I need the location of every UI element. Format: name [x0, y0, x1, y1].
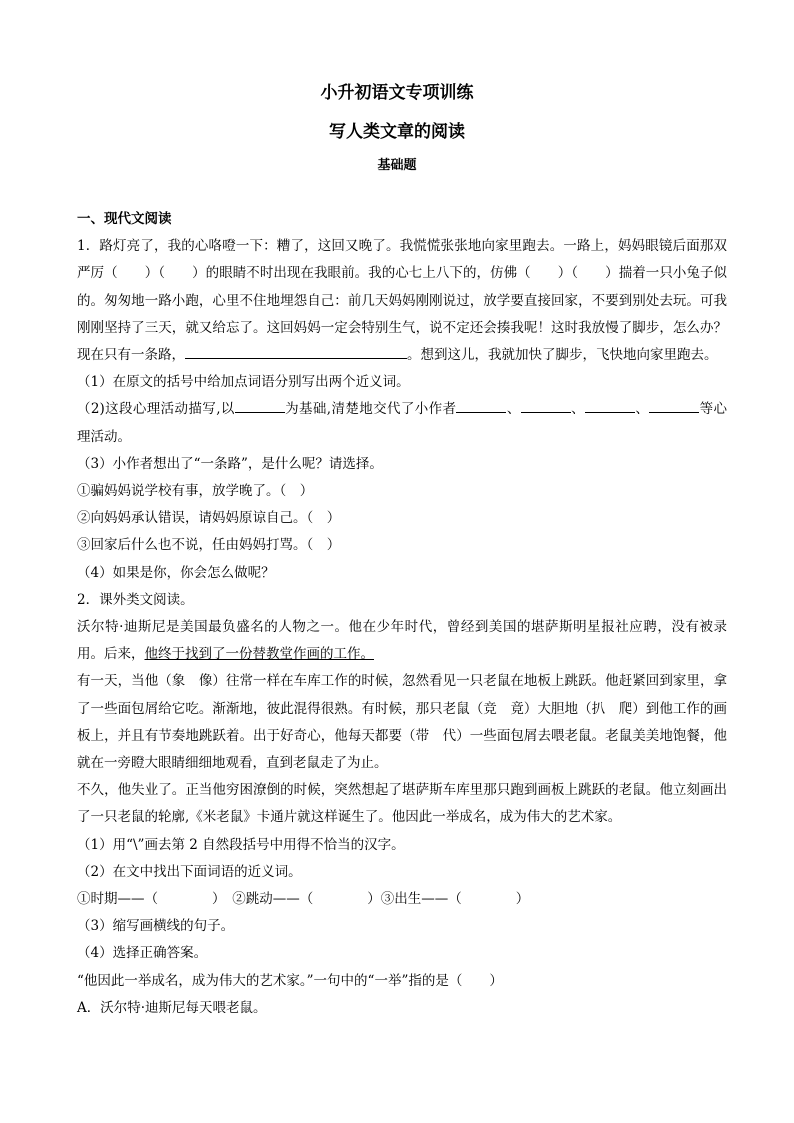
q2-sub4: （4）选择正确答案。: [77, 945, 208, 962]
q1-sub2-text2: 为基础,清楚地交代了小作者: [284, 401, 457, 418]
document-title: 小升初语文专项训练: [320, 83, 474, 103]
q1-option-2[interactable]: ②向妈妈承认错误，请妈妈原谅自己。（ ）: [77, 510, 341, 527]
q1-passage: [77, 233, 727, 369]
q2-sub2: （2）在文中找出下面词语的近义词。: [77, 863, 302, 880]
document-subtitle: 写人类文章的阅读: [329, 122, 465, 142]
q1-sub2: [77, 396, 727, 450]
separator: 、: [635, 401, 650, 418]
section-heading: 一、现代文阅读: [77, 211, 172, 227]
q1-sub2-blank-3[interactable]: [585, 397, 635, 413]
q1-sub2-blank-4[interactable]: [649, 397, 699, 413]
q2-quote: “他因此一举成名，成为伟大的艺术家。”一句中的“一举”指的是（ ）: [77, 972, 503, 989]
q1-sub2-blank-1[interactable]: [456, 397, 506, 413]
q1-sub2-text: （2)这段心理活动描写,以: [77, 401, 235, 418]
q1-sub4: （4）如果是你，你会怎么做呢？: [77, 564, 275, 581]
q1-sub1: （1）在原文的括号中给加点词语分别写出两个近义词。: [77, 374, 410, 391]
q2-option-a[interactable]: A．沃尔特·迪斯尼每天喂老鼠。: [77, 999, 267, 1016]
exercise-content: [77, 206, 727, 1022]
q2-sub1: （1）用“\”画去第 2 自然段括号中用得不恰当的汉字。: [77, 836, 405, 853]
separator: 、: [570, 401, 585, 418]
q1-option-3[interactable]: ③回家后什么也不说，任由妈妈打骂。（ ）: [77, 537, 341, 554]
difficulty-level: 基础题: [377, 158, 417, 173]
q1-option-1[interactable]: ①骗妈妈说学校有事，放学晚了。（ ）: [77, 483, 314, 500]
q2-para2: 有一天，当他（象 像）往常一样在车库工作的时候，忽然看见一只老鼠在地板上跳跃。他赶紧回到家里，拿了一些面包屑给它吃。渐渐地，彼此混得很熟。有时候，那只老鼠（竞 竟）大胆地（扒 爬）到他工作的画板上，并且有节奏地跳跃着。出于好奇心，他每天都要（带 代）一些面包屑去喂老鼠。老鼠美美地饱餐，他就在一旁瞪大眼睛细细地观看，直到老鼠走了为止。: [77, 673, 727, 772]
q2-para1: [77, 614, 727, 668]
q1-sub3: （3）小作者想出了“一条路”，是什么呢？请选择。: [77, 455, 383, 472]
q1-sub2-blank-basis[interactable]: [235, 397, 285, 413]
q2-underlined-sentence: 他终于找到了一份替教堂作画的工作。: [144, 646, 374, 663]
q1-sub2-end: 等心理活动。: [77, 401, 728, 445]
separator: 、: [506, 401, 521, 418]
q2-para3: 不久，他失业了。正当他穷困潦倒的时候，突然想起了堪萨斯车库里那只跑到画板上跳跃的老鼠。他立刻画出了一只老鼠的轮廓,《米老鼠》卡通片就这样诞生了。他因此一举成名，成为伟大的艺术家。: [77, 782, 727, 826]
q1-answer-blank[interactable]: [185, 343, 407, 359]
q2-para1-text: 沃尔特·迪斯尼是美国最负盛名的人物之一。他在少年时代，曾经到美国的堪萨斯明星报社应聘，没有被录用。后来，: [77, 619, 727, 663]
q1-passage-text: 1．路灯亮了，我的心咯噔一下：糟了，这回又晚了。我慌慌张张地向家里跑去。一路上，妈妈眼镜后面那双严厉（ ）（ ）的眼睛不时出现在我眼前。我的心七上八下的，仿佛（ ）（ ）揣着一只小兔子似的。匆匆地一路小跑，心里不住地埋怨自己：前几天妈妈刚刚说过，放学要直接回家，不要到别处去玩。可我刚刚坚持了三天，就又给忘了。这回妈妈一定会特别生气，说不定还会揍我呢！这时我放慢了脚步，怎么办？现在只有一条路，: [77, 238, 727, 364]
q1-passage-end: 。想到这儿，我就加快了脚步，飞快地向家里跑去。: [407, 347, 718, 364]
q2-intro: 2．课外类文阅读。: [77, 591, 194, 608]
q2-sub3: （3）缩写画横线的句子。: [77, 918, 235, 935]
q2-synonyms: ①时期——（ ） ②跳动——（ ）③出生——（ ）: [77, 891, 530, 908]
q1-sub2-blank-2[interactable]: [521, 397, 571, 413]
